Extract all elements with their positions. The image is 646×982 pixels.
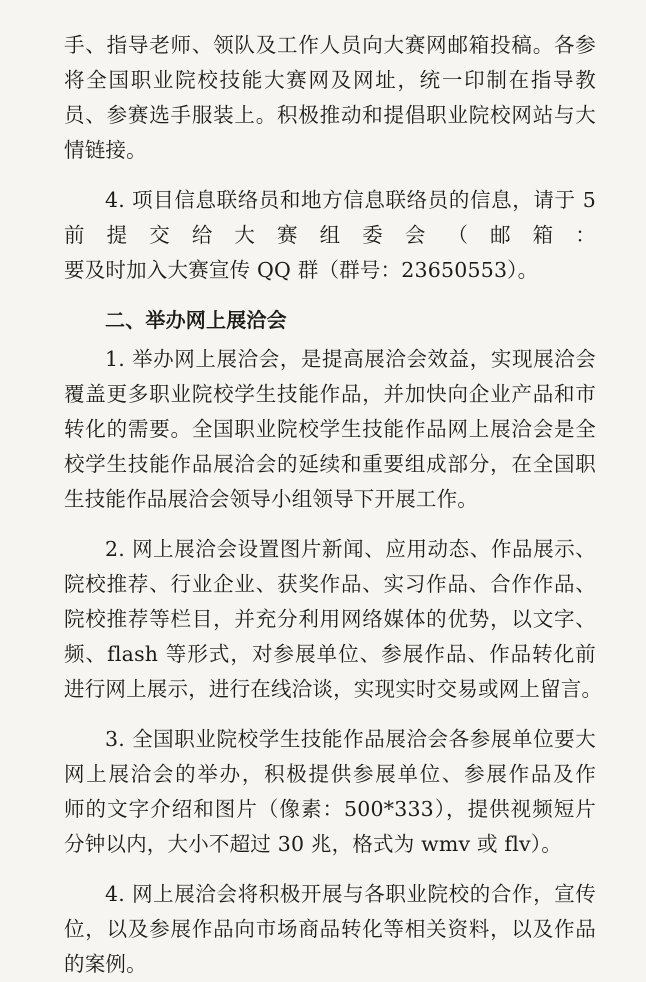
text-line: 员、参赛选手服装上。积极推动和提倡职业院校网站与大 (64, 103, 596, 127)
text-line: 院校推荐等栏目，并充分利用网络媒体的优势，以文字、 (64, 607, 596, 631)
text-line: 手、指导老师、领队及工作人员向大赛网邮箱投稿。各参 (64, 33, 596, 57)
text-line: 情链接。 (64, 138, 147, 162)
paragraph-item-4-contact (64, 183, 596, 288)
text-line: 生技能作品展洽会领导小组领导下开展工作。 (64, 487, 478, 511)
text-line: 校学生技能作品展洽会的延续和重要组成部分，在全国职 (64, 452, 596, 476)
text-line: 分钟以内，大小不超过 30 兆，格式为 wmv 或 flv）。 (64, 832, 562, 856)
paragraph-expo-item-1 (64, 342, 596, 517)
text-line: 4. 项目信息联络员和地方信息联络员的信息，请于 5 (105, 188, 596, 212)
text-line: 网上展洽会的举办，积极提供参展单位、参展作品及作 (64, 762, 596, 786)
text-line: 的案例。 (64, 952, 147, 976)
paragraph-submission-continued (64, 28, 596, 168)
paragraph-expo-item-3 (64, 722, 596, 862)
text-line: 2. 网上展洽会设置图片新闻、应用动态、作品展示、 (105, 537, 596, 561)
text-line: 1. 举办网上展洽会，是提高展洽会效益，实现展洽会 (105, 347, 596, 371)
text-line: 频、flash 等形式，对参展单位、参展作品、作品转化前 (64, 642, 596, 666)
paragraph-expo-item-2 (64, 532, 603, 707)
text-line: 位，以及参展作品向市场商品转化等相关资料，以及作品 (64, 917, 596, 941)
text-line: 进行网上展示，进行在线洽谈，实现实时交易或网上留言。 (64, 677, 603, 701)
text-line: 将全国职业院校技能大赛网及网址，统一印制在指导教 (64, 68, 596, 92)
text-line: 3. 全国职业院校学生技能作品展洽会各参展单位要大 (105, 727, 596, 751)
paragraph-expo-item-4 (64, 877, 596, 982)
text-line: 院校推荐、行业企业、获奖作品、实习作品、合作作品、 (64, 572, 596, 596)
text-line: 前提交给大赛组委会（邮箱： (64, 223, 596, 247)
section-heading: 二、举办网上展洽会 (105, 308, 287, 332)
text-line: 4. 网上展洽会将积极开展与各职业院校的合作，宣传 (105, 882, 596, 906)
text-line: 师的文字介绍和图片（像素：500*333），提供视频短片 (64, 797, 596, 821)
text-line: 转化的需要。全国职业院校学生技能作品网上展洽会是全 (64, 417, 596, 441)
text-line: 要及时加入大赛宣传 QQ 群（群号：23650553）。 (64, 258, 539, 282)
text-line: 覆盖更多职业院校学生技能作品，并加快向企业产品和市 (64, 382, 596, 406)
